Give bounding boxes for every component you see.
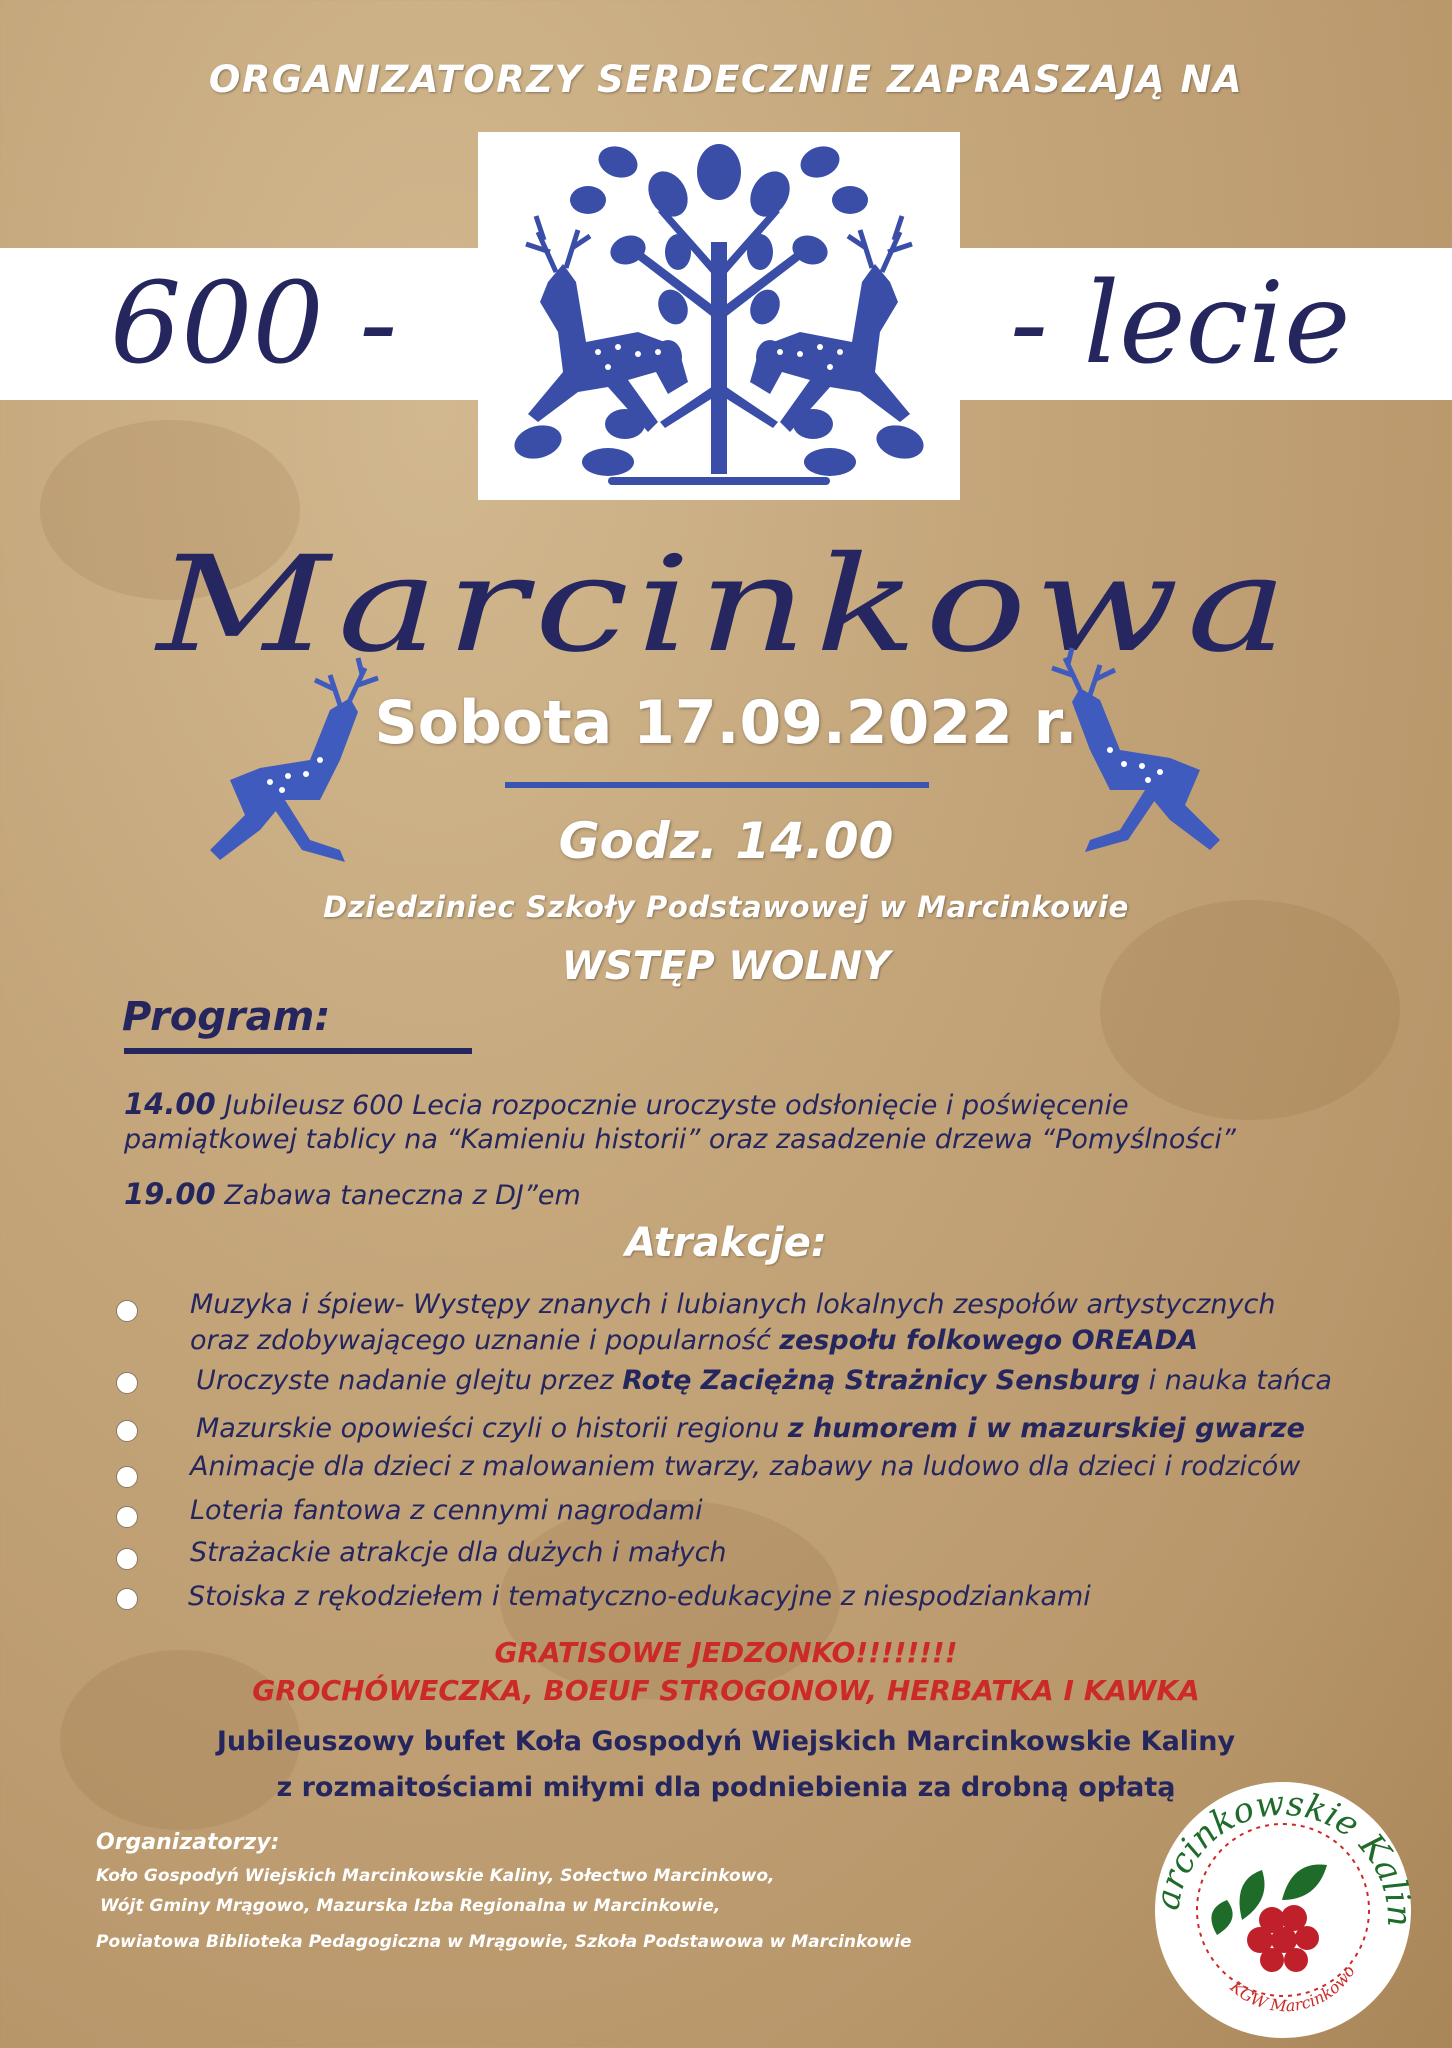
program-time: 14.00: [124, 1087, 216, 1121]
free-food-menu: GROCHÓWECZKA, BOEUF STROGONOW, HERBATKA I KAWKA: [252, 1674, 1200, 1707]
program-heading: Program:: [122, 994, 331, 1040]
bullet-icon: [116, 1466, 138, 1488]
attraction-highlight: Rotę Zaciężną Strażnicy Sensburg: [622, 1365, 1141, 1396]
attraction-item: [196, 1364, 1332, 1398]
bullet-icon: [116, 1548, 138, 1570]
attraction-text: oraz zdobywającego uznanie i popularność: [190, 1325, 780, 1356]
organizers-heading: Organizatorzy:: [96, 1830, 280, 1855]
event-venue: Dziedziniec Szkoły Podstawowej w Marcinkowie: [323, 890, 1129, 924]
organizers-line: Koło Gospodyń Wiejskich Marcinkowskie Kaliny, Sołectwo Marcinkowo,: [96, 1866, 775, 1886]
bullet-icon: [116, 1420, 138, 1442]
parchment-stain: [1100, 900, 1400, 1120]
event-time: Godz. 14.00: [558, 812, 894, 870]
attraction-highlight: zespołu folkowego OREADA: [779, 1325, 1199, 1356]
attraction-item: Stoiska z rękodziełem i tematyczno-edukacyjne z niespodziankami: [188, 1581, 1091, 1612]
date-underline: [505, 782, 929, 788]
attraction-text: Uroczyste nadanie glejtu przez: [196, 1365, 623, 1396]
bullet-icon: [116, 1300, 138, 1322]
program-time: 19.00: [124, 1177, 216, 1211]
attraction-item: Animacje dla dzieci z malowaniem twarzy, zabawy na ludowo dla dzieci i rodziców: [190, 1451, 1301, 1482]
attraction-item: Loteria fantowa z cennymi nagrodami: [190, 1495, 703, 1526]
attraction-highlight: z humorem i w mazurskiej gwarze: [787, 1413, 1305, 1444]
attraction-text: Mazurskie opowieści czyli o historii regionu: [196, 1413, 788, 1444]
attraction-item-continuation: [190, 1324, 1198, 1358]
organizers-line: Wójt Gminy Mrągowo, Mazurska Izba Regionalna w Marcinkowie,: [100, 1896, 721, 1916]
bullet-icon: [116, 1372, 138, 1394]
logo-arc-text: arcinkowskie Kalin: [1147, 1783, 1420, 1928]
attractions-heading: Atrakcje:: [625, 1220, 827, 1266]
entry-info: WSTĘP WOLNY: [561, 944, 891, 989]
free-food-headline: GRATISOWE JEDZONKO!!!!!!!!: [494, 1636, 958, 1669]
program-text: Jubileusz 600 Lecia rozpocznie uroczyste odsłonięcie i poświęcenie: [215, 1090, 1129, 1121]
folk-tree-icon: [478, 132, 960, 500]
program-item-continuation: pamiątkowej tablicy na “Kamieniu historii” oraz zasadzenie drzewa “Pomyślności”: [124, 1124, 1236, 1155]
bullet-icon: [116, 1588, 138, 1610]
bullet-icon: [116, 1506, 138, 1528]
attraction-text: i nauka tańca: [1140, 1365, 1332, 1396]
attraction-item: [196, 1412, 1305, 1446]
place-name-title: Marcinkowa: [156, 528, 1296, 682]
organizers-line: Powiatowa Biblioteka Pedagogiczna w Mrągowie, Szkoła Podstawowa w Marcinkowie: [96, 1932, 912, 1952]
logo-sub-text: KGW Marcinkowo: [1226, 1962, 1359, 2016]
program-underline: [124, 1048, 472, 1054]
buffet-info-continuation: z rozmaitościami miłymi dla podniebienia za drobną opłatą: [276, 1772, 1176, 1803]
attraction-item: Strażackie atrakcje dla dużych i małych: [190, 1537, 727, 1568]
attraction-item: Muzyka i śpiew- Występy znanych i lubianych lokalnych zespołów artystycznych: [190, 1289, 1276, 1320]
invitation-heading: ORGANIZATORZY SERDECZNIE ZAPRASZAJĄ NA: [208, 58, 1244, 101]
program-text: Zabawa taneczna z DJ”em: [215, 1180, 581, 1211]
buffet-info: Jubileuszowy bufet Koła Gospodyń Wiejskich Marcinkowskie Kaliny: [216, 1726, 1236, 1757]
program-item: [124, 1086, 1129, 1124]
program-item: [124, 1176, 581, 1214]
title-right: - lecie: [1010, 259, 1351, 389]
event-date: Sobota 17.09.2022 r.: [374, 688, 1078, 758]
title-left: 600 -: [110, 259, 398, 389]
folk-tree-emblem: [478, 132, 960, 500]
kgw-logo: [1132, 1770, 1434, 2042]
